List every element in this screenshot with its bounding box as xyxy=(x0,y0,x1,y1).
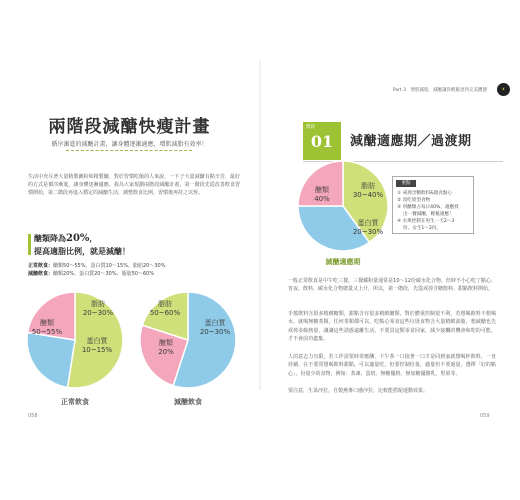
paragraph: 人的意志力有限，若工作需要時常應酬，下午茶一口接著一口才是回到家就想喝杯飲料，一直持續，在不要常想喝飲料甜點，可以適量吃，但要控制份量，適量但不要過量，選擇「好的點心」，份量少的食物，例如：茶凍、蛋奶、無糖優格、無加糖優酪乳、堅果等。 xyxy=(288,354,496,377)
ratio-text: 醣類50～55%、蛋白質10～15%、脂肪20～30% xyxy=(53,263,166,269)
pie-slice-label: 蛋白質 20~30% xyxy=(199,319,231,336)
page-gutter xyxy=(259,60,261,390)
stage-title: 減醣適應期／過渡期 xyxy=(350,134,472,149)
ratio-label: 減醣飲食： xyxy=(28,271,54,277)
pie-slice xyxy=(27,332,75,387)
note-item: ③ 用醣類占每日40%，適應找 xyxy=(397,205,459,210)
pie-caption: 減醣適應期 xyxy=(325,258,361,266)
pie-caption: 正常飲食 xyxy=(61,398,89,406)
pie-slice-label: 醣類 50~55% xyxy=(31,319,63,336)
highlight-suffix: ， xyxy=(89,233,98,243)
chevron-left-icon: ‹ xyxy=(497,83,510,96)
note-list xyxy=(397,190,470,232)
pie-caption: 減醣飲食 xyxy=(174,398,202,406)
stage-label: 階段 xyxy=(306,125,315,130)
running-header: Part 3 增肌減脂，減醣讓你輕鬆達到完美體態 xyxy=(392,88,487,93)
highlight-value: 20% xyxy=(66,233,90,244)
pie-slice-label: 醣類 20% xyxy=(158,339,174,356)
pie-slice-label: 脂肪 30~40% xyxy=(352,182,384,199)
highlight-line2: 提高適脂比例，就是減醣！ xyxy=(34,246,130,256)
ratio-label: 正常飲食： xyxy=(28,263,54,269)
highlight-heading xyxy=(34,232,130,257)
pie-slice-label: 脂肪 50~60% xyxy=(149,300,181,317)
paragraph: 一般正常飲食是中午吃三餐，三餐藏粉量通常是10～12份碳水化合物，但時不小心吃了點心、宵夜、飲料，碳水化合物總量又上升，所以，第一階段，先從戒掉含糖飲料、甜點飲料開始。 xyxy=(288,278,496,293)
page-title: 兩階段減醣快瘦計畫 xyxy=(48,117,211,137)
highlight-prefix: 醣類降為 xyxy=(34,233,66,243)
highlight-bar xyxy=(28,234,31,255)
ratio-text: 醣類20%、蛋白質20～30%、脂肪50～60% xyxy=(53,271,155,277)
note-title: 重點 xyxy=(396,180,416,187)
page-number-right: 059 xyxy=(480,413,490,419)
paragraph: 手搖飲料含很多精緻糖類，甜點含有很多精緻醣類，對於體重控制很不利，若想喝飲料不想喝水，就喝無糖茶類。任何茶類都可以，吃點心零食這些垃圾食物含大量精緻油脂，想減醣也先戒掉多餘熱量，讓讓這些誘惑遠離生活，不要買這類零食回家，減少接觸的機會和吃的可能，才不會前功盡棄。 xyxy=(288,311,496,343)
ratio-line-lowcarb xyxy=(28,270,165,278)
note-item: 份，女生1～2份。 xyxy=(397,226,442,231)
paragraph: 要注意，生菜沙拉，自製燕麥口感沙拉，比較能搭配運動效果。 xyxy=(288,388,429,394)
pie-chart-svg xyxy=(296,159,390,253)
title-divider xyxy=(66,150,192,151)
pie-slice-label: 脂肪 20~30% xyxy=(82,300,114,317)
pie-slice-label: 醣類 40% xyxy=(314,186,330,203)
intro-paragraph: 生活中充斥著大量精製澱粉和精製醣，對於習慣吃飯的人來說，一下子大量減醣有點辛苦，最好的方式是循序漸進，讓身體逐漸適應。我為大家規劃兩階段減醣計畫，第一階段先從改善飲食習慣開始，第二階段再進入穩定的減醣生活，調整飲食比例，習慣後再持之以恆。 xyxy=(28,174,240,197)
pie-slice-label: 蛋白質 20~30% xyxy=(352,219,384,236)
note-item: ② 改吃原型食物 xyxy=(397,198,431,203)
note-box xyxy=(392,176,474,234)
ratio-line-normal xyxy=(28,262,165,270)
ratio-lines xyxy=(28,262,165,278)
note-item: 出一餐減醣，輕鬆適應！ xyxy=(397,212,454,217)
note-item: ④ 水果控制在男生一天2～3 xyxy=(397,219,455,224)
stage-number: 01 xyxy=(310,132,334,151)
page-number-left: 058 xyxy=(28,413,38,419)
page-subtitle: 循序漸進的減醣計畫，讓身體逐漸適應，增肌減脂有效率！ xyxy=(51,141,208,148)
note-item: ① 戒掉含糖飲料&甜食點心 xyxy=(397,191,453,196)
pie-slice-label: 蛋白質 10~15% xyxy=(81,337,113,354)
